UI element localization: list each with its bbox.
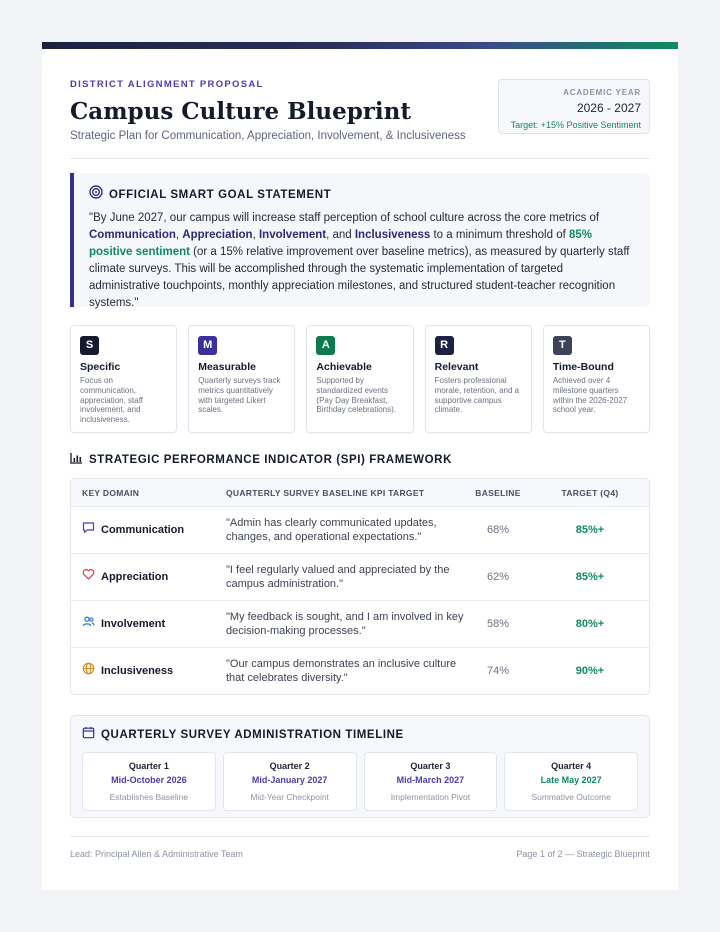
table-row — [71, 600, 649, 647]
goal-threshold: 85% positive sentiment — [89, 229, 593, 258]
smart-goal-statement — [70, 173, 650, 307]
quarter-name: Quarter 1 — [128, 761, 169, 771]
page-footer — [70, 836, 650, 859]
eyebrow: DISTRICT ALIGNMENT PROPOSAL — [70, 79, 264, 90]
goal-keyword: Appreciation — [182, 229, 253, 241]
academic-year-target: Target: +15% Positive Sentiment — [510, 120, 641, 130]
kpi-statement: "Admin has clearly communicated updates, changes, and operational expectations." — [226, 517, 437, 543]
baseline-value: 68% — [486, 524, 510, 536]
card-title: Time-Bound — [552, 361, 614, 373]
baseline-value: 74% — [486, 665, 510, 677]
quarter-card — [504, 752, 638, 811]
kpi-statement: "My feedback is sought, and I am involved in key decision-making processes." — [226, 611, 464, 637]
target-value: 85%+ — [575, 571, 605, 583]
table-row — [71, 647, 649, 694]
goal-keyword: Communication — [89, 229, 176, 241]
column-header: TARGET (Q4) — [561, 487, 619, 498]
heart-icon — [82, 568, 95, 586]
document-page — [42, 42, 678, 890]
smart-card-specific — [70, 325, 177, 433]
quarter-card — [82, 752, 216, 811]
quarter-description: Establishes Baseline — [109, 792, 189, 802]
globe-icon — [82, 662, 95, 680]
table-row — [71, 506, 649, 553]
academic-year-label: ACADEMIC YEAR — [563, 88, 641, 97]
card-description: Fosters professional morale, retention, and a supportive campus climate. — [434, 376, 520, 415]
smart-card-time-bound — [543, 325, 650, 433]
calendar-icon — [82, 726, 95, 744]
quarter-card — [364, 752, 498, 811]
card-description: Quarterly surveys track metrics quantitatively with targeted Likert scales. — [198, 376, 281, 415]
quarter-date: Mid-March 2027 — [396, 775, 465, 785]
letter-badge: T — [553, 336, 572, 355]
smart-card-relevant — [425, 325, 532, 433]
page-header — [70, 79, 650, 159]
spi-section-header — [70, 451, 650, 469]
domain-label: Communication — [101, 524, 185, 536]
column-header: KEY DOMAIN — [82, 487, 140, 498]
goal-heading: OFFICIAL SMART GOAL STATEMENT — [109, 188, 332, 201]
spi-heading: STRATEGIC PERFORMANCE INDICATOR (SPI) FRAMEWORK — [89, 454, 452, 466]
quarter-name: Quarter 4 — [551, 761, 592, 771]
quarter-name: Quarter 2 — [269, 761, 310, 771]
target-value: 80%+ — [575, 618, 605, 630]
page-title: Campus Culture Blueprint — [70, 98, 411, 125]
table-header-row — [71, 479, 649, 506]
chat-icon — [82, 521, 95, 539]
goal-keyword: Involvement — [258, 229, 327, 241]
quarter-date: Mid-January 2027 — [251, 775, 328, 785]
table-row — [71, 553, 649, 600]
footer-lead: Lead: Principal Allen & Administrative Team — [70, 849, 243, 859]
card-title: Specific — [80, 361, 121, 373]
quarter-description: Mid-Year Checkpoint — [250, 792, 329, 802]
baseline-value: 58% — [486, 618, 510, 630]
card-description: Focus on communication, appreciation, staff involvement, and inclusiveness. — [80, 376, 144, 425]
target-value: 85%+ — [575, 524, 605, 536]
quarter-description: Summative Outcome — [531, 792, 611, 802]
card-title: Achievable — [316, 361, 372, 373]
academic-year-value: 2026 - 2027 — [576, 101, 641, 115]
letter-badge: M — [198, 336, 217, 355]
card-description: Supported by standardized events (Pay Day Breakfast, Birthday celebrations). — [316, 376, 396, 415]
survey-timeline — [70, 715, 650, 818]
column-header: BASELINE — [475, 487, 521, 498]
card-title: Relevant — [434, 361, 479, 373]
smart-criteria — [70, 325, 650, 433]
card-title: Measurable — [198, 361, 256, 373]
spi-table — [70, 478, 650, 695]
goal-text: "By June 2027, our campus will increase staff perception of school culture across the core metrics of Communication, Appreciation, Involvement, and Inclusiveness to a minimum threshold of 85% positive sentiment (or a 15% relative improvement over baseline metrics), as measured by quarterly staff climate surveys. This will be accomplished through the systematic implementation of targeted administrative touchpoints, monthly appreciation milestones, and structured student-teacher recognition systems." — [89, 212, 630, 309]
quarter-description: Implementation Pivot — [390, 792, 471, 802]
page-subtitle: Strategic Plan for Communication, Appreciation, Involvement, & Inclusiveness — [70, 130, 466, 142]
card-description: Achieved over 4 milestone quarters within the 2026-2027 school year. — [552, 376, 628, 415]
users-icon — [82, 615, 95, 633]
domain-label: Involvement — [101, 618, 166, 630]
smart-card-achievable — [306, 325, 413, 433]
accent-bar — [42, 42, 678, 49]
goal-keyword: Inclusiveness — [354, 229, 431, 241]
quarter-date: Late May 2027 — [540, 775, 602, 785]
baseline-value: 62% — [486, 571, 510, 583]
target-icon — [89, 185, 103, 204]
target-value: 90%+ — [575, 665, 605, 677]
kpi-statement: "I feel regularly valued and appreciated by the campus administration." — [226, 564, 450, 590]
smart-card-measurable — [188, 325, 295, 433]
quarter-date: Mid-October 2026 — [111, 775, 187, 785]
letter-badge: A — [316, 336, 335, 355]
quarter-card — [223, 752, 357, 811]
bar-chart-icon — [70, 451, 83, 469]
timeline-heading: QUARTERLY SURVEY ADMINISTRATION TIMELINE — [101, 729, 404, 741]
column-header: QUARTERLY SURVEY BASELINE KPI TARGET — [226, 487, 425, 498]
letter-badge: R — [435, 336, 454, 355]
domain-label: Appreciation — [101, 571, 169, 583]
domain-label: Inclusiveness — [101, 665, 174, 677]
quarter-name: Quarter 3 — [410, 761, 451, 771]
footer-page-number: Page 1 of 2 — Strategic Blueprint — [516, 849, 650, 859]
kpi-statement: "Our campus demonstrates an inclusive culture that celebrates diversity." — [226, 658, 457, 684]
academic-year-box — [498, 79, 650, 134]
letter-badge: S — [80, 336, 99, 355]
